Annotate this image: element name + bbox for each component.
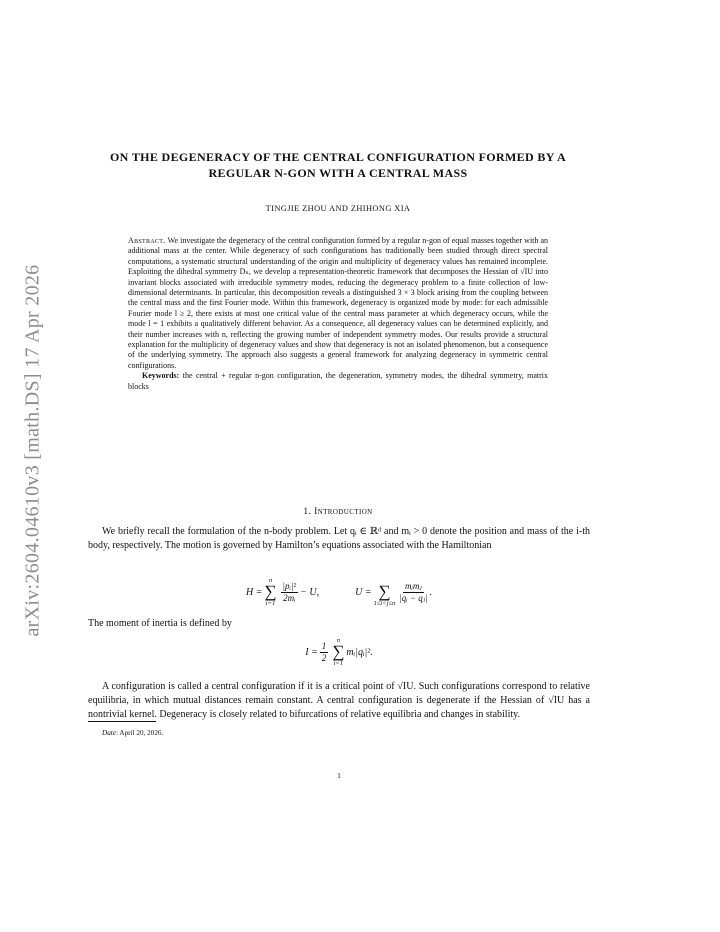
paper-title: ON THE DEGENERACY OF THE CENTRAL CONFIGURATION FORMED BY A REGULAR N-GON WITH A CENTRAL MASS	[109, 150, 566, 180]
abstract-label: Abstract.	[128, 236, 166, 245]
fraction-denominator: |qᵢ − qⱼ|	[399, 592, 428, 603]
footnote-label: Date	[102, 729, 116, 737]
sum-upper-limit: n	[336, 637, 340, 644]
footnote-date	[102, 729, 163, 737]
arxiv-stamp	[18, 240, 48, 660]
intro-paragraph-3-text: A configuration is called a central configuration if it is a critical point of √IU. Such configurations correspond to relative equilibria, in which mutual distances remain constant. A central configuration is degenerate if the Hessian of √IU has a nontrivial kernel. Degeneracy is closely related to bifurcations of relative equilibria and changes in stability.	[88, 681, 590, 721]
footnote-text: : April 20, 2026.	[115, 729, 164, 737]
hamiltonian-expression	[246, 577, 319, 607]
fraction-numerator: 1	[321, 640, 327, 651]
inertia-equation	[88, 635, 590, 669]
fraction-numerator: |pᵢ|²	[282, 580, 297, 591]
abstract-paragraph	[128, 236, 548, 371]
intro-paragraph-2	[88, 617, 590, 631]
inertia-expression	[305, 637, 373, 667]
potential-lhs: U =	[355, 586, 372, 598]
hamiltonian-tail: − U,	[300, 586, 320, 598]
inertia-tail: mᵢ|qᵢ|².	[346, 646, 373, 658]
inertia-lhs: I =	[305, 646, 318, 658]
fraction-numerator: mᵢmⱼ	[404, 580, 422, 591]
hamiltonian-equation	[88, 570, 590, 614]
intro-paragraph-2-text: The moment of inertia is defined by	[88, 618, 232, 629]
sum-symbol	[374, 577, 396, 607]
hamiltonian-lhs: H =	[245, 586, 263, 598]
fraction-denominator: 2	[321, 652, 327, 663]
sum-symbol	[332, 637, 344, 667]
potential-expression	[355, 577, 432, 607]
half-fraction	[320, 641, 329, 664]
paper-authors: TINGJIE ZHOU AND ZHIHONG XIA	[265, 204, 411, 213]
sum-upper-limit: n	[268, 577, 273, 584]
intro-paragraph-3	[88, 680, 590, 723]
fraction-denominator: 2mᵢ	[283, 592, 296, 603]
potential-tail: .	[429, 586, 433, 598]
intro-paragraph-1	[88, 525, 590, 553]
keywords-label: Keywords:	[142, 371, 180, 381]
intro-paragraph-1-text: We briefly recall the formulation of the n-body problem. Let qᵢ ∈ ℝᵈ and mᵢ > 0 denote the position and mass of the i-th body, respectively. The motion is governed by Hamilton’s equations associated with the Hamiltonian	[88, 526, 590, 552]
footnote-divider	[88, 721, 156, 722]
kinetic-fraction	[281, 581, 299, 604]
potential-fraction	[399, 581, 427, 604]
abstract	[128, 236, 548, 392]
section-heading: 1. Introduction	[303, 507, 373, 517]
sum-lower-limit: 1≤i<j≤n	[373, 600, 396, 607]
arxiv-identifier: arXiv:2604.04610v3 [math.DS] 17 Apr 2026	[21, 264, 44, 636]
keywords-text: the central + regular n-gon configuration, the degeneration, symmetry modes, the dihedral symmetry, matrix blocks	[128, 371, 548, 391]
sum-lower-limit: i=1	[265, 600, 276, 607]
abstract-text: We investigate the degeneracy of the central configuration formed by a regular n-gon of equal masses together with an additional mass at the center. While degeneracy of such configurations has traditionally been studied through direct spectral computations, a systematic structural understanding of the origin and multiplicity of degeneracy values has remained incomplete. Exploiting the dihedral symmetry Dₙ, we develop a representation-theoretic framework that decomposes the Hessian of √IU into invariant blocks associated with irreducible symmetry modes, reducing the degeneracy problem to a finite collection of low-dimensional determinants. In particular, this decomposition reveals a distinguished 3 × 3 block arising from the coupling between the central mass and the first Fourier mode. Within this framework, degeneracy is organized mode by mode: for each admissible Fourier mode l ≥ 2, there exists at most one critical value of the central mass parameter at which degeneracy occurs, while the mode l = 1 exhibits a qualitatively different behavior. As a consequence, all degeneracy values can be determined explicitly, and their number increases with n, reflecting the growing number of independent symmetry modes. Our results provide a structural explanation for the multiplicity of degeneracy values and show that degeneracy is not an isolated phenomenon, but a consequence of the underlying symmetry. The approach also suggests a general framework for analyzing degeneracy in symmetric central configurations.	[128, 236, 549, 370]
page-number: 1	[337, 771, 341, 780]
sum-lower-limit: i=1	[333, 660, 344, 667]
sigma-glyph: ∑	[378, 582, 391, 601]
keywords	[128, 371, 548, 392]
sum-symbol	[264, 577, 276, 607]
sigma-glyph: ∑	[332, 642, 345, 661]
sigma-glyph: ∑	[264, 582, 277, 601]
